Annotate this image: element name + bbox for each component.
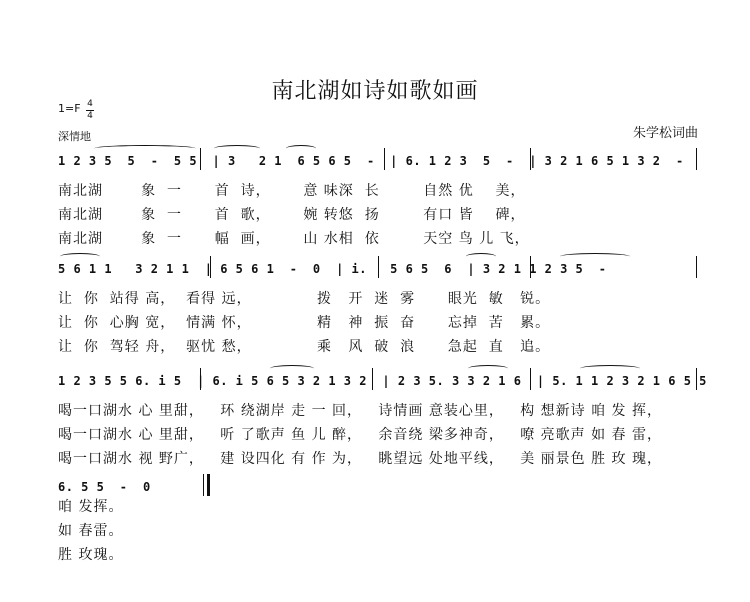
notation-line: 5 6 1 1 3 2 1 1 | 6 5 6 1 - 0 | i. 5 6 5 6 | 3 2 1 1 2 3 5 -: [58, 262, 607, 276]
lyric-line: 喝一口湖水 心 里甜， 听 了歌声 鱼 儿 醉， 余音绕 梁多神奇， 嘹 亮歌声 如 春 雷，: [58, 427, 663, 443]
time-signature-bottom: 4: [87, 111, 93, 121]
lyric-line: 让 你 驾轻 舟， 驱忧 愁， 乘 风 破 浪 急起 直 追。: [58, 339, 551, 355]
composer-credit: 朱学松词曲: [632, 126, 698, 141]
lyric-line: 南北湖 象 一 首 诗， 意 味深 长 自然 优 美，: [58, 183, 526, 199]
time-signature: [84, 100, 96, 121]
lyric-line: 如 春雷。: [58, 523, 124, 539]
lyric-line: 咱 发挥。: [58, 499, 124, 515]
lyric-line: 让 你 心胸 宽， 情满 怀， 精 神 振 奋 忘掉 苦 累。: [58, 315, 551, 331]
key-signature: 1=F: [58, 102, 81, 115]
notation-line: 6. 5 5 - 0: [58, 480, 151, 494]
time-signature-top: 4: [87, 99, 93, 109]
lyric-line: 胜 玫瑰。: [58, 547, 124, 563]
lyric-line: 喝一口湖水 心 里甜， 环 绕湖岸 走 一 回， 诗情画 意装心里， 构 想新诗 咱 发 挥，: [58, 403, 663, 419]
notation-line: 1 2 3 5 5 - 5 5 | 3 2 1 6 5 6 5 - | 6. 1 2 3 5 - | 3 2 1 6 5 1 3 2 -: [58, 154, 684, 168]
tempo-marking: 深情地: [58, 130, 91, 143]
lyric-line: 让 你 站得 高， 看得 远， 拨 开 迷 雾 眼光 敏 锐。: [58, 291, 551, 307]
lyric-line: 南北湖 象 一 首 歌， 婉 转悠 扬 有口 皆 碑，: [58, 207, 526, 223]
notation-line: 1 2 3 5 5 6. i 5 | 6. i 5 6 5 3 2 1 3 2 | 2 3 5. 3 3 2 1 6 | 5. 1 1 2 3 2 1 6 5 5: [58, 374, 707, 388]
lyric-line: 喝一口湖水 视 野广， 建 设四化 有 作 为， 眺望远 处地平线， 美 丽景色 胜 玫 瑰，: [58, 451, 663, 467]
song-title: 南北湖如诗如歌如画: [271, 79, 479, 104]
lyric-line: 南北湖 象 一 幅 画， 山 水相 依 天空 鸟 儿 飞，: [58, 231, 530, 247]
